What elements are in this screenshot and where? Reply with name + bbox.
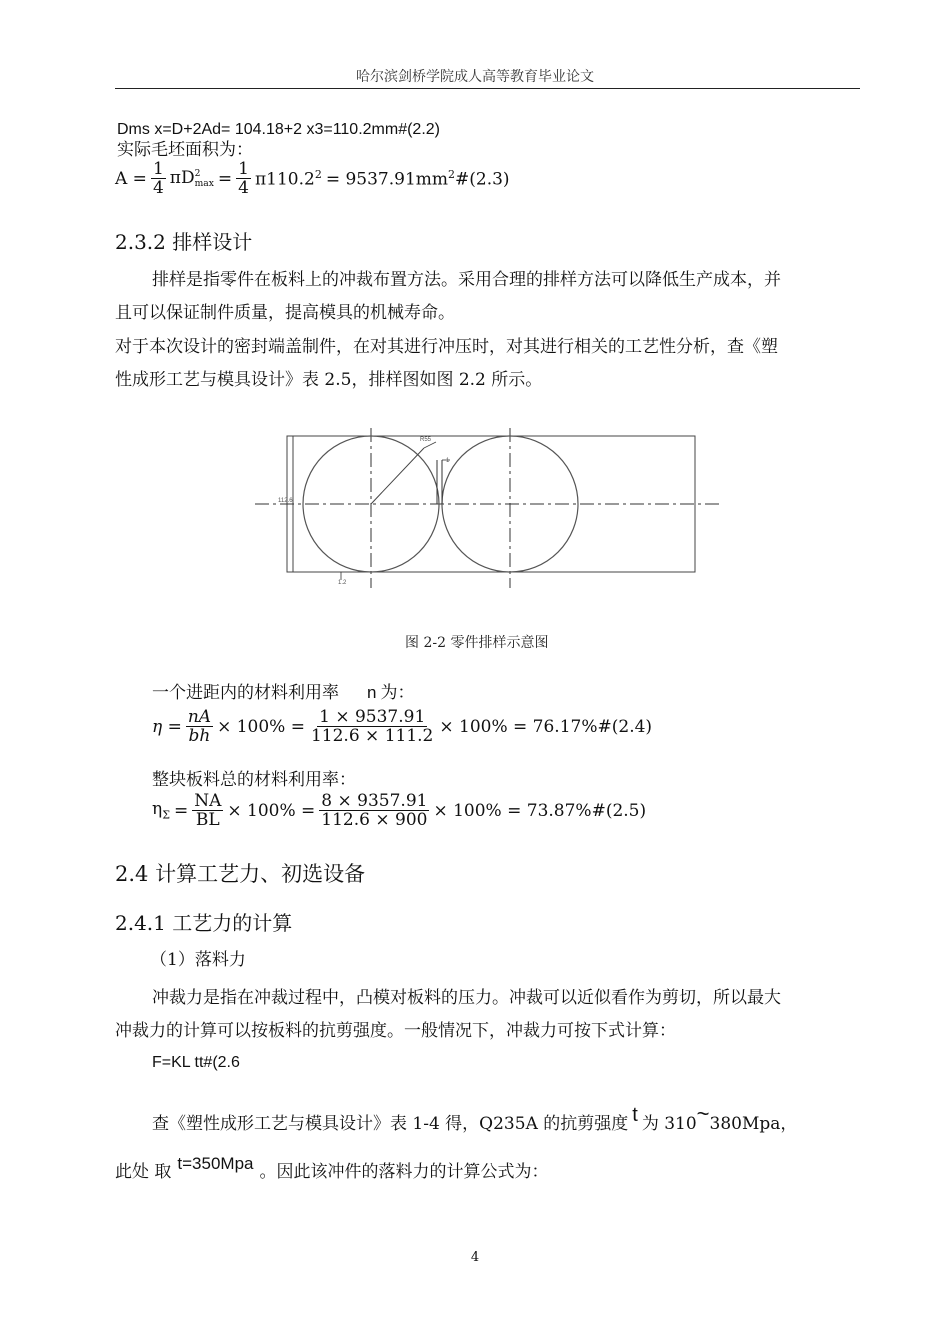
- para2-line1: 对于本次设计的密封端盖制件，在对其进行冲压时，对其进行相关的工艺性分析，查《塑: [115, 337, 778, 357]
- section-2-3-2: 2.3.2 排样设计: [115, 230, 253, 254]
- section-2-4-1: 2.4.1 工艺力的计算: [115, 911, 293, 935]
- para2-line2: 性成形工艺与模具设计》表 2.5，排样图如图 2.2 所示。: [115, 370, 543, 390]
- para3-line1: 冲裁力是指在冲裁过程中，凸模对板料的压力。冲裁可以近似看作为剪切，所以最大: [152, 988, 781, 1008]
- utilization-label: 一个进距内的材料利用率 n 为：: [152, 683, 415, 703]
- header-rule: [115, 88, 860, 89]
- force-formula: F=KL tt#(2.6: [152, 1054, 240, 1071]
- section-2-4: 2.4 计算工艺力、初选设备: [115, 862, 366, 886]
- area-label: 实际毛坯面积为：: [117, 140, 253, 160]
- para1-line1: 排样是指零件在板料上的冲裁布置方法。采用合理的排样方法可以降低生产成本，并: [152, 270, 781, 290]
- radius-label: R55: [420, 437, 432, 443]
- area-equation: A = $\frac{1}{4}$ πD 2 max = $\frac{1}{4}$ π110.2$^2$ = $9537.91mm^2\#(2.3)$: [115, 159, 510, 198]
- item-1: （1）落料力: [150, 950, 246, 970]
- etaz-equation: $\eta_\Sigma$ = $\frac{NA}{BL}$ × 100% = $\frac{8 \times 9357.91}{112.6 \times 900}$ × 100% = 73.87%#(2.5): [152, 791, 647, 830]
- edge-label: 1.2: [338, 580, 347, 586]
- dms-formula: Dms x=D+2Ad= 104.18+2 x3=110.2mm#(2.2): [117, 121, 440, 138]
- para1-line2: 且可以保证制件质量，提高模具的机械寿命。: [115, 303, 455, 323]
- gap-label: 1: [446, 458, 450, 464]
- page-header: 哈尔滨剑桥学院成人高等教育毕业论文: [356, 69, 594, 85]
- radius-line: [371, 448, 424, 504]
- eta-equation: η = $\frac{nA}{bh}$ × 100% = $\frac{1 \times 9537.91}{112.6 \times 111.2}$ × 100% = 76.17%#(2.4): [152, 707, 653, 746]
- total-utilization-label: 整块板料总的材料利用率：: [152, 770, 356, 790]
- para5: 此处 取 t=350Mpa 。因此该冲件的落料力的计算公式为：: [115, 1154, 549, 1182]
- page-number: 4: [470, 1250, 480, 1265]
- para4: 查《塑性成形工艺与模具设计》表 1-4 得，Q235A 的抗剪强度 t 为 310~380Mpa，: [152, 1101, 798, 1134]
- para3-line2: 冲裁力的计算可以按板料的抗剪强度。一般情况下，冲裁力可按下式计算：: [115, 1021, 676, 1041]
- width-label: 112.6: [278, 498, 293, 504]
- figure-caption: 图 2-2 零件排样示意图: [405, 635, 549, 651]
- layout-figure: [250, 428, 725, 598]
